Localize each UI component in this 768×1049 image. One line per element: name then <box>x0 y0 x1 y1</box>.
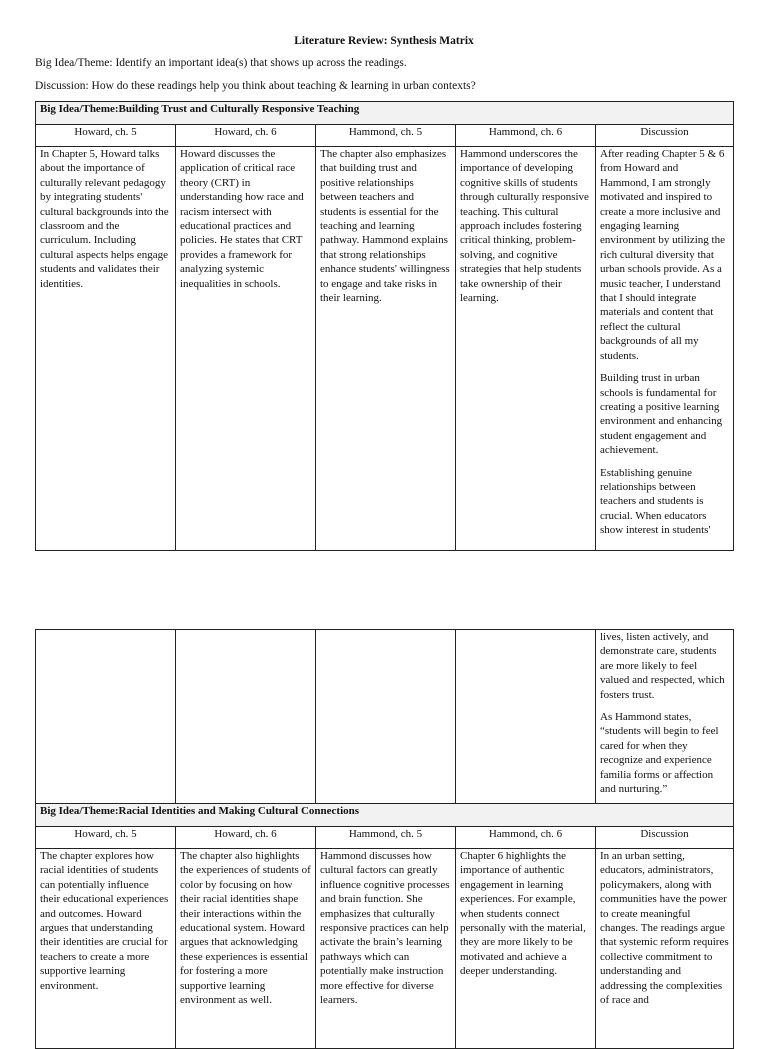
cell-hammond-ch5: The chapter also emphasizes that building trust and positive relationships between teachers and students is essential for the teaching and learning pathway. Hammond explains that strong relationships enhance students' willingness to engage and take risks in their learning. <box>316 147 456 551</box>
column-header: Hammond, ch. 6 <box>456 125 596 147</box>
column-header-row <box>36 125 734 147</box>
column-header: Howard, ch. 5 <box>36 827 176 849</box>
theme-title: Big Idea/Theme:Building Trust and Culturally Responsive Teaching <box>36 102 734 125</box>
cell-howard-ch6: The chapter also highlights the experiences of students of color by focusing on how their racial identities shape their interactions within the educational system. Howard argues that acknowledging these experiences is essential for fostering a more supportive learning environment as well. <box>176 849 316 1049</box>
cell-discussion: In an urban setting, educators, administrators, policymakers, along with communities have the power to create meaningful changes. The readings argue that systemic reform requires collective commitment to understanding and addressing the complexities of race and <box>596 849 734 1049</box>
synthesis-matrix-page1 <box>35 101 734 551</box>
cell-howard-ch5: The chapter explores how racial identities of students can potentially influence their educational experiences and outcomes. Howard argues that understanding their identities are crucial for teachers to create a more supportive learning environment. <box>36 849 176 1049</box>
table-row <box>36 849 734 1049</box>
cell-hammond-ch6: Chapter 6 highlights the importance of authentic engagement in learning experiences. For example, when students connect personally with the material, they are more likely to be motivated and achieve a deeper understanding. <box>456 849 596 1049</box>
discussion-paragraph: Establishing genuine relationships between teachers and students is crucial. When educators show interest in students' <box>600 466 711 537</box>
cell-empty <box>456 630 596 804</box>
column-header: Discussion <box>596 125 734 147</box>
cell-empty <box>36 630 176 804</box>
column-header: Howard, ch. 6 <box>176 827 316 849</box>
table-row-continued <box>36 630 734 804</box>
column-header-row <box>36 827 734 849</box>
cell-empty <box>176 630 316 804</box>
cell-empty <box>316 630 456 804</box>
discussion-paragraph: After reading Chapter 5 & 6 from Howard and Hammond, I am strongly motivated and inspired to create a more inclusive and engaging learning environment by utilizing the rich cultural diversity that urban schools provide. As a music teacher, I understand that I should integrate materials and content that reflect the cultural backgrounds of all my students. <box>600 148 725 362</box>
cell-discussion <box>596 147 734 551</box>
column-header: Discussion <box>596 827 734 849</box>
column-header: Howard, ch. 6 <box>176 125 316 147</box>
discussion-paragraph: lives, listen actively, and demonstrate care, students are more likely to feel valued and respected, which fosters trust. <box>600 631 725 701</box>
cell-discussion <box>596 630 734 804</box>
instruction-discussion: Discussion: How do these readings help you think about teaching & learning in urban contexts? <box>35 80 476 92</box>
cell-hammond-ch5: Hammond discusses how cultural factors can greatly influence cognitive processes and brain function. She emphasizes that culturally responsive practices can help activate the brain’s learning pathways which can potentially make instruction more effective for diverse learners. <box>316 849 456 1049</box>
cell-hammond-ch6: Hammond underscores the importance of developing cognitive skills of students through culturally responsive teaching. This cultural approach includes fostering critical thinking, problem-solving, and cognitive strategies that help students take ownership of their learning. <box>456 147 596 551</box>
column-header: Hammond, ch. 6 <box>456 827 596 849</box>
column-header: Hammond, ch. 5 <box>316 827 456 849</box>
column-header: Howard, ch. 5 <box>36 125 176 147</box>
cell-howard-ch5: In Chapter 5, Howard talks about the importance of culturally relevant pedagogy by integrating students' cultural backgrounds into the classroom and the curriculum. Including cultural aspects helps engage students and validates their identities. <box>36 147 176 551</box>
document-title: Literature Review: Synthesis Matrix <box>294 35 474 47</box>
theme-row <box>36 804 734 827</box>
column-header: Hammond, ch. 5 <box>316 125 456 147</box>
synthesis-matrix-page2 <box>35 629 734 1049</box>
theme-title: Big Idea/Theme:Racial Identities and Making Cultural Connections <box>36 804 734 827</box>
table-row <box>36 147 734 551</box>
discussion-paragraph: Building trust in urban schools is fundamental for creating a positive learning environment and enhancing student engagement and achievement. <box>600 372 723 457</box>
theme-row <box>36 102 734 125</box>
discussion-paragraph: As Hammond states, “students will begin to feel cared for when they recognize and experience familia forms or affection and nurturing.” <box>600 711 719 796</box>
instruction-theme: Big Idea/Theme: Identify an important idea(s) that shows up across the readings. <box>35 57 407 69</box>
cell-howard-ch6: Howard discusses the application of critical race theory (CRT) in understanding how race and racism intersect with educational practices and policies. He states that CRT provides a framework for analyzing systemic inequalities in schools. <box>176 147 316 551</box>
